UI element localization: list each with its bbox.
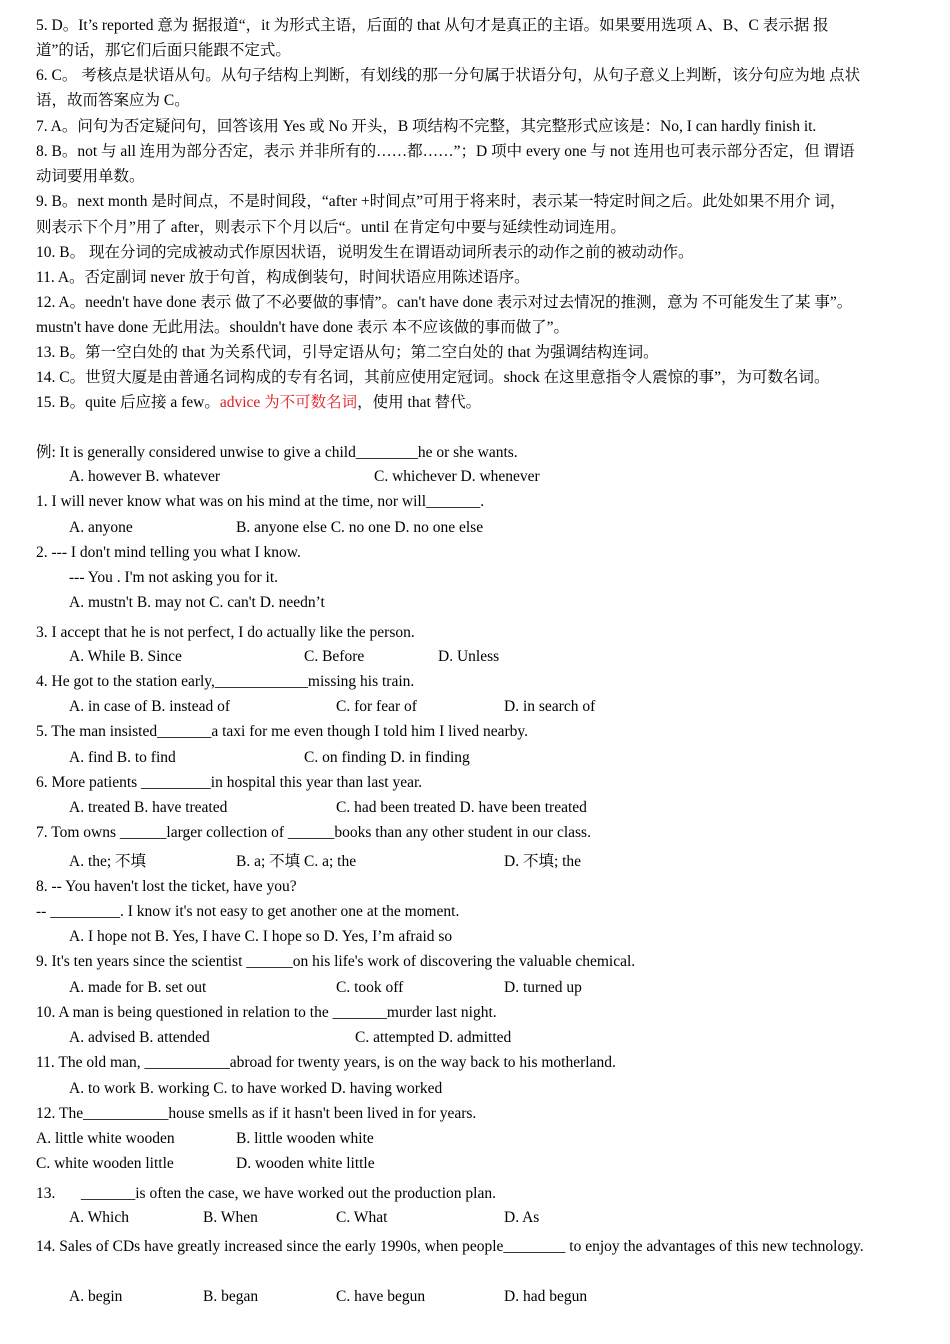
question-1-option-a: A. anyone [69, 519, 133, 536]
answer-5-line-2: 道”的话，那它们后面只能跟不定式。 [36, 42, 291, 59]
question-14-option-b: B. began [203, 1288, 259, 1305]
question-6-stem: 6. More patients _________in hospital this year than last year. [36, 774, 423, 791]
question-3-stem: 3. I accept that he is not perfect, I do actually like the person. [36, 624, 415, 641]
example-option-cd: C. whichever D. whenever [374, 468, 540, 485]
question-4-option-ab: A. in case of B. instead of [69, 698, 230, 715]
answer-10: 10. B。 现在分词的完成被动式作原因状语，说明发生在谓语动词所表示的动作之前的被动动作。 [36, 244, 694, 261]
question-4-option-c: C. for fear of [336, 698, 417, 715]
question-8-options: A. I hope not B. Yes, I have C. I hope so D. Yes, I’m afraid so [69, 928, 453, 945]
question-13-option-b: B. When [203, 1209, 258, 1226]
answer-15-highlight: advice 为不可数名词 [219, 394, 358, 411]
question-13-option-a: A. Which [69, 1209, 129, 1226]
question-8-reply: -- _________. I know it's not easy to get another one at the moment. [36, 903, 460, 920]
question-14-option-c: C. have begun [336, 1288, 426, 1305]
question-9-stem: 9. It's ten years since the scientist ______on his life's work of discovering the valuable chemical. [36, 953, 636, 970]
question-9-option-ab: A. made for B. set out [69, 979, 207, 996]
question-10-stem: 10. A man is being questioned in relation to the _______murder last night. [36, 1004, 497, 1021]
question-13-option-d: D. As [504, 1209, 540, 1226]
question-11-stem: 11. The old man, ___________abroad for twenty years, is on the way back to his motherland. [36, 1054, 616, 1071]
question-12-stem: 12. The___________house smells as if it hasn't been lived in for years. [36, 1105, 477, 1122]
answer-8-line-2: 动词要用单数。 [36, 168, 145, 185]
question-9-option-c: C. took off [336, 979, 404, 996]
answer-8-line-1: 8. B。not 与 all 连用为部分否定，表示 并非所有的……都……”；D 项中 every one 与 not 连用也可表示部分否定，但 谓语 [36, 143, 855, 160]
question-3-option-d: D. Unless [438, 648, 500, 665]
question-2-reply: --- You . I'm not asking you for it. [69, 569, 279, 586]
question-7-option-d: D. 不填; the [504, 853, 582, 870]
question-3-option-ab: A. While B. Since [69, 648, 182, 665]
answer-12-line-2: mustn't have done 无此用法。shouldn't have done 表示 本不应该做的事而做了”。 [36, 319, 569, 336]
answer-15 [36, 393, 481, 413]
question-7-option-bc: B. a; 不填 C. a; the [236, 853, 357, 870]
question-4-option-d: D. in search of [504, 698, 596, 715]
question-14-option-d: D. had begun [504, 1288, 588, 1305]
answer-13: 13. B。第一空白处的 that 为关系代词，引导定语从句；第二空白处的 that 为强调结构连词。 [36, 344, 659, 361]
question-4-stem: 4. He got to the station early,____________missing his train. [36, 673, 415, 690]
question-6-option-cd: C. had been treated D. have been treated [336, 799, 587, 816]
question-13-text: _______is often the case, we have worked out the production plan. [81, 1185, 496, 1202]
question-1-option-bcd: B. anyone else C. no one D. no one else [236, 519, 484, 536]
question-2-options: A. mustn't B. may not C. can't D. needn’t [69, 594, 325, 611]
answer-6-line-1: 6. C。 考核点是状语从句。从句子结构上判断，有划线的那一分句属于状语分句，从句子意义上判断，该分句应为地 点状 [36, 67, 861, 84]
question-10-option-cd: C. attempted D. admitted [355, 1029, 512, 1046]
answer-12-line-1: 12. A。needn't have done 表示 做了不必要做的事情”。can't have done 表示对过去情况的推测，意为 不可能发生了某 事”。 [36, 294, 853, 311]
question-12-option-d: D. wooden white little [236, 1155, 375, 1172]
question-7-option-a: A. the; 不填 [69, 853, 147, 870]
example-option-ab: A. however B. whatever [69, 468, 221, 485]
answer-5-line-1: 5. D。It’s reported 意为 据报道“，it 为形式主语，后面的 that 从句才是真正的主语。如果要用选项 A、B、C 表示据 报 [36, 17, 829, 34]
question-13-number: 13. [36, 1185, 56, 1202]
question-3-option-c: C. Before [304, 648, 365, 665]
answer-9-line-1: 9. B。next month 是时间点，不是时间段，“after +时间点”可用于将来时，表示某一特定时间之后。此处如果不用介 词， [36, 193, 846, 210]
question-10-option-ab: A. advised B. attended [69, 1029, 210, 1046]
answer-14: 14. C。世贸大厦是由普通名词构成的专有名词，其前应使用定冠词。shock 在这里意指令人震惊的事”，为可数名词。 [36, 369, 830, 386]
question-1-stem: 1. I will never know what was on his mind at the time, nor will_______. [36, 493, 485, 510]
question-14-stem: 14. Sales of CDs have greatly increased since the early 1990s, when people________ to enjoy the advantages of this new technology. [36, 1238, 864, 1255]
question-8-stem: 8. -- You haven't lost the ticket, have you? [36, 878, 297, 895]
answer-9-line-2: 则表示下个月”用了 after，则表示下个月以后“。until 在肯定句中要与延续性动词连用。 [36, 219, 626, 236]
question-11-options: A. to work B. working C. to have worked D. having worked [69, 1080, 443, 1097]
answer-7: 7. A。问句为否定疑问句，回答该用 Yes 或 No 开头，B 项结构不完整，其完整形式应该是：No, I can hardly finish it. [36, 118, 817, 135]
question-14-option-a: A. begin [69, 1288, 123, 1305]
question-7-stem: 7. Tom owns ______larger collection of ______books than any other student in our class. [36, 824, 591, 841]
question-9-option-d: D. turned up [504, 979, 582, 996]
question-2-stem: 2. --- I don't mind telling you what I know. [36, 544, 301, 561]
question-5-option-ab: A. find B. to find [69, 749, 176, 766]
question-12-option-c: C. white wooden little [36, 1155, 174, 1172]
question-13-option-c: C. What [336, 1209, 388, 1226]
answer-11: 11. A。否定副词 never 放于句首，构成倒装句，时间状语应用陈述语序。 [36, 269, 530, 286]
answer-6-line-2: 语，故而答案应为 C。 [36, 92, 190, 109]
question-6-option-ab: A. treated B. have treated [69, 799, 228, 816]
question-5-option-cd: C. on finding D. in finding [304, 749, 470, 766]
example-stem: 例: It is generally considered unwise to give a child________he or she wants. [36, 444, 518, 461]
question-5-stem: 5. The man insisted_______a taxi for me even though I told him I lived nearby. [36, 723, 529, 740]
question-12-option-a: A. little white wooden [36, 1130, 175, 1147]
answer-15-text: 15. B。quite 后应接 a few。 [36, 394, 220, 411]
question-12-option-b: B. little wooden white [236, 1130, 374, 1147]
answer-15-text-end: ，使用 that 替代。 [357, 394, 482, 411]
